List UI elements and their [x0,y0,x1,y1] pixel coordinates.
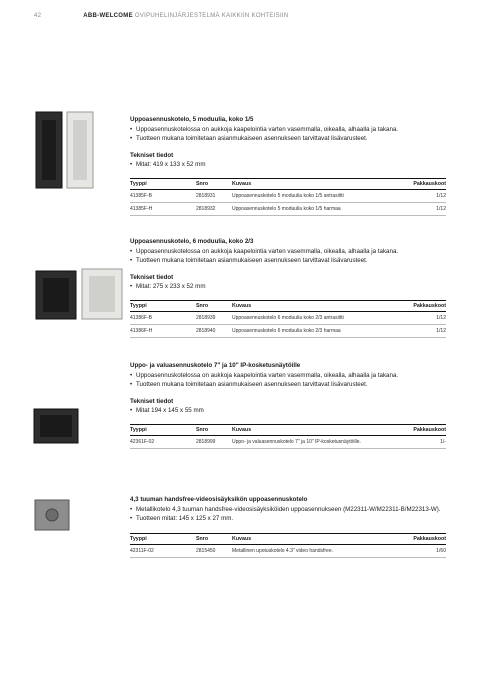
cell: 1/12 [410,311,446,324]
col-header: Pakkauskoot [410,178,446,189]
product-section-3 [130,362,446,449]
cell: 41386F-H [130,324,196,337]
cell: 2818939 [196,311,232,324]
col-header: Tyyppi [130,534,196,545]
cell: 1/60 [410,545,446,558]
product-image-41385f [34,110,94,190]
cell: Uppoasennuskotelo 6 moduulia koko 2/3 harmaa [232,324,410,337]
cell: Uppoasennuskotelo 5 moduulia koko 1/5 antrasiitti [232,189,410,202]
col-header: Snro [196,300,232,311]
bullet: • Tuotteen mukana toimitetaan asianmukaiseen asennukseen tarvittavat lisävarusteet. [130,135,446,144]
section-title: 4,3 tuuman handsfree-videosisäyksikön uppoasennuskotelo [130,496,308,503]
cell: 2818999 [196,435,232,448]
bullet: • Uppoasennuskotelossa on aukkoja kaapelointia varten vasemmalla, oikealla, alhaalla ja takana. [130,372,446,381]
col-header: Snro [196,178,232,189]
table-row [130,324,446,337]
bullet: • Metallikotelo 4,3 tuuman handsfree-videosisäyksiköiden uppoasennukseen (M22311-W/M22311-B/M22313-W). [130,506,446,515]
bullet: • Tuotteen mukana toimitetaan asianmukaiseen asennukseen tarvittavat lisävarusteet. [130,381,446,390]
product-table [130,178,446,216]
cell: 41385F-H [130,202,196,215]
col-header: Pakkauskoot [410,534,446,545]
col-header: Kuvaus [232,178,410,189]
page-header [34,13,289,19]
bullet: • Tuotteen mukana toimitetaan asianmukaiseen asennukseen tarvittavat lisävarusteet. [130,257,446,266]
cell: 1/12 [410,202,446,215]
cell: 2818932 [196,202,232,215]
cell: 2818940 [196,324,232,337]
table-row [130,189,446,202]
section-title: Uppoasennuskotelo, 5 moduulia, koko 1/5 [130,116,254,123]
page-number: 42 [34,13,42,19]
product-section-4 [130,496,446,558]
table-row [130,202,446,215]
table-row [130,435,446,448]
col-header: Tyyppi [130,424,196,435]
section-title: Uppo- ja valuasennuskotelo 7" ja 10" IP-kosketusnäytöille [130,362,301,369]
bullet: • Tuotteen mitat: 145 x 125 x 27 mm. [130,515,446,524]
bullet: • Uppoasennuskotelossa on aukkoja kaapelointia varten vasemmalla, oikealla, alhaalla ja takana. [130,248,446,257]
product-section-2 [130,238,446,338]
table-row [130,545,446,558]
product-table [130,533,446,558]
col-header: Tyyppi [130,178,196,189]
table-header-row [130,424,446,435]
tech-spec: • Mitat 194 x 145 x 55 mm [130,407,446,416]
tech-title: Tekniset tiedot [130,152,174,160]
product-image-42311f [34,499,70,531]
tech-spec: • Mitat: 419 x 133 x 52 mm [130,161,446,170]
table-header-row [130,300,446,311]
product-image-41386f [34,267,124,323]
cell: 42311F-02 [130,545,196,558]
cell: Uppoasennuskotelo 6 moduulia koko 2/3 antrasiitti [232,311,410,324]
cell: 2818931 [196,189,232,202]
cell: 41385F-B [130,189,196,202]
col-header: Kuvaus [232,424,410,435]
table-header-row [130,534,446,545]
cell: Uppo- ja valuasennuskotelo 7" ja 10" IP-kosketusnäytöille. [232,435,410,448]
tech-title: Tekniset tiedot [130,398,174,406]
cell: 41386F-B [130,311,196,324]
header-subtitle: OVIPUHELINJÄRJESTELMÄ KAIKKIIN KOHTEISIIN [134,13,289,19]
product-section-1 [130,116,446,216]
table-row [130,311,446,324]
brand-name: ABB-WELCOME [83,13,133,19]
bullet: • Uppoasennuskotelossa on aukkoja kaapelointia varten vasemmalla, oikealla, alhaalla ja takana. [130,126,446,135]
section-title: Uppoasennuskotelo, 6 moduulia, koko 2/3 [130,238,254,245]
product-image-42361f [32,405,82,447]
product-table [130,300,446,338]
cell: 1/12 [410,324,446,337]
col-header: Tyyppi [130,300,196,311]
tech-title: Tekniset tiedot [130,274,174,282]
col-header: Snro [196,424,232,435]
cell: 1/- [410,435,446,448]
col-header: Kuvaus [232,534,410,545]
table-header-row [130,178,446,189]
col-header: Kuvaus [232,300,410,311]
cell: Uppoasennuskotelo 5 moduulia koko 1/5 harmaa [232,202,410,215]
product-table [130,424,446,449]
cell: 1/12 [410,189,446,202]
col-header: Pakkauskoot [410,300,446,311]
cell: 2815450 [196,545,232,558]
col-header: Snro [196,534,232,545]
col-header: Pakkauskoot [410,424,446,435]
cell: Metallinen upotuskotelo 4.3" video handsfree. [232,545,410,558]
tech-spec: • Mitat: 275 x 233 x 52 mm [130,283,446,292]
cell: 42361F-02 [130,435,196,448]
